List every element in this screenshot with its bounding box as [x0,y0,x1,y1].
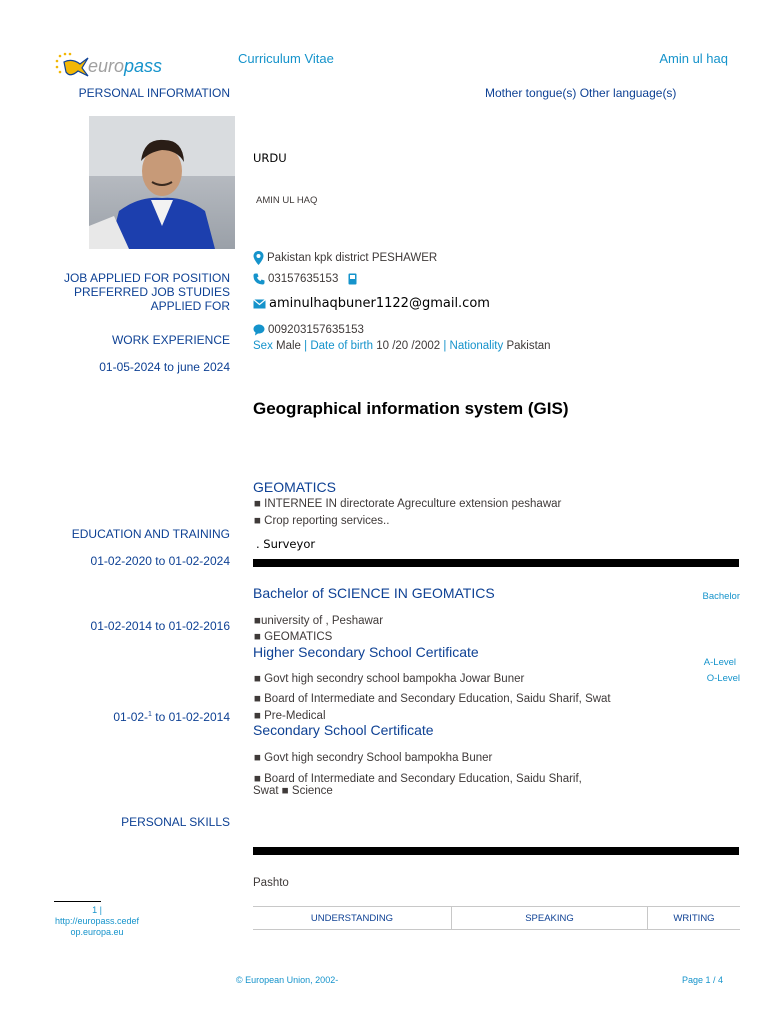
education-level: Bachelor [702,591,740,602]
footnote-link-continued[interactable]: op.europa.eu [70,927,124,937]
work-experience-item: ■ INTERNEE IN directorate Agreculture extension peshawar [254,498,562,510]
education-line: ■ Board of Intermediate and Secondary Education, Saidu Sharif, [254,773,582,785]
section-divider [253,847,739,855]
phone-icon [253,273,265,285]
education-dates-end: to 01-02-2014 [151,710,230,724]
education-dates-footnote: 1 [148,711,152,718]
phone-text: 03157635153 [268,273,339,286]
address-text: Pakistan kpk district PESHAWER [267,252,438,265]
education-line: ■ Pre-Medical [254,710,326,722]
education-label: EDUCATION AND TRAINING [71,527,230,541]
footnote-rule [54,901,101,902]
column-writing: WRITING [648,907,741,930]
education-dates: 01-02-2014 to 01-02-2016 [90,619,230,633]
work-experience-dates: 01-05-2024 to june 2024 [99,360,230,374]
education-line: ■ Govt high secondry School bampokha Buner [254,752,493,764]
dob-label: | Date of birth [304,340,373,352]
email-row[interactable] [253,296,490,311]
messenger-row [253,324,364,336]
job-applied-label-line: PREFERRED JOB STUDIES [73,285,230,299]
language-skills-table [253,906,740,930]
nationality-value: Pakistan [506,340,551,352]
education-dates-start: 01-02- [113,710,149,724]
personal-skills-label: PERSONAL SKILLS [121,815,230,829]
other-language: Pashto [253,877,289,889]
education-line: ■ GEOMATICS [254,631,333,643]
dob-value: 10 /20 /2002 [376,340,441,352]
education-level: A-Level [703,657,736,668]
personal-details-row [253,340,551,352]
education-title: Higher Secondary School Certificate [253,644,479,660]
education-line: ■university of , Peshawar [254,615,384,627]
footnote [54,905,140,938]
education-line: ■ Board of Intermediate and Secondary Education, Saidu Sharif, Swat [254,693,611,705]
education-level: O-Level [706,673,740,684]
header-name: Amin ul haq [659,51,728,66]
messenger-text: 009203157635153 [268,324,364,337]
job-applied-value: Geographical information system (GIS) [253,399,569,418]
footnote-number: 1 | [92,905,102,915]
nationality-label: | Nationality [443,340,504,352]
job-applied-label [64,271,230,313]
job-applied-label-line: JOB APPLIED FOR POSITION [63,271,230,285]
education-title: Bachelor of SCIENCE IN GEOMATICS [253,585,495,601]
column-speaking: SPEAKING [452,907,648,930]
work-experience-title: GEOMATICS [253,479,336,495]
document-title: Curriculum Vitae [238,51,334,66]
logo-text-euro: euro [88,56,125,76]
footnote-link[interactable]: http://europass.cedef [54,916,140,926]
europass-logo [54,52,164,80]
person-photo-icon [89,116,235,249]
section-divider [253,559,739,567]
footer-page-number: Page 1 / 4 [681,975,723,985]
full-name: AMIN UL HAQ [256,195,318,206]
footer-copyright: © European Union, 2002- [236,975,339,985]
phone-row [253,273,360,285]
job-applied-label-line: APPLIED FOR [150,299,230,313]
personal-information-label: PERSONAL INFORMATION [78,86,230,100]
languages-heading: Mother tongue(s) Other language(s) [485,86,677,100]
location-pin-icon [253,251,264,265]
education-line: ■ Govt high secondry school bampokha Jowar Buner [254,673,525,685]
email-icon [253,299,266,309]
sex-label: Sex [253,340,273,352]
sex-value: Male [276,340,301,352]
mother-tongue: URDU [253,151,287,165]
email-link[interactable]: aminulhaqbuner1122@gmail.com [269,296,490,311]
work-experience-item: ■ Crop reporting services.. [254,515,390,527]
work-experience-item: . Surveyor [256,537,316,551]
education-title: Secondary School Certificate [253,722,434,738]
education-line: Swat ■ Science [253,785,333,797]
europass-logo-icon [54,52,90,80]
column-understanding: UNDERSTANDING [253,907,452,930]
logo-text-pass: pass [124,56,163,76]
mobile-icon [348,273,357,285]
address-row [253,251,437,265]
work-experience-label: WORK EXPERIENCE [111,333,230,347]
education-dates [113,708,230,724]
chat-bubble-icon [253,324,265,336]
profile-photo [89,116,235,249]
education-dates: 01-02-2020 to 01-02-2024 [90,554,230,568]
